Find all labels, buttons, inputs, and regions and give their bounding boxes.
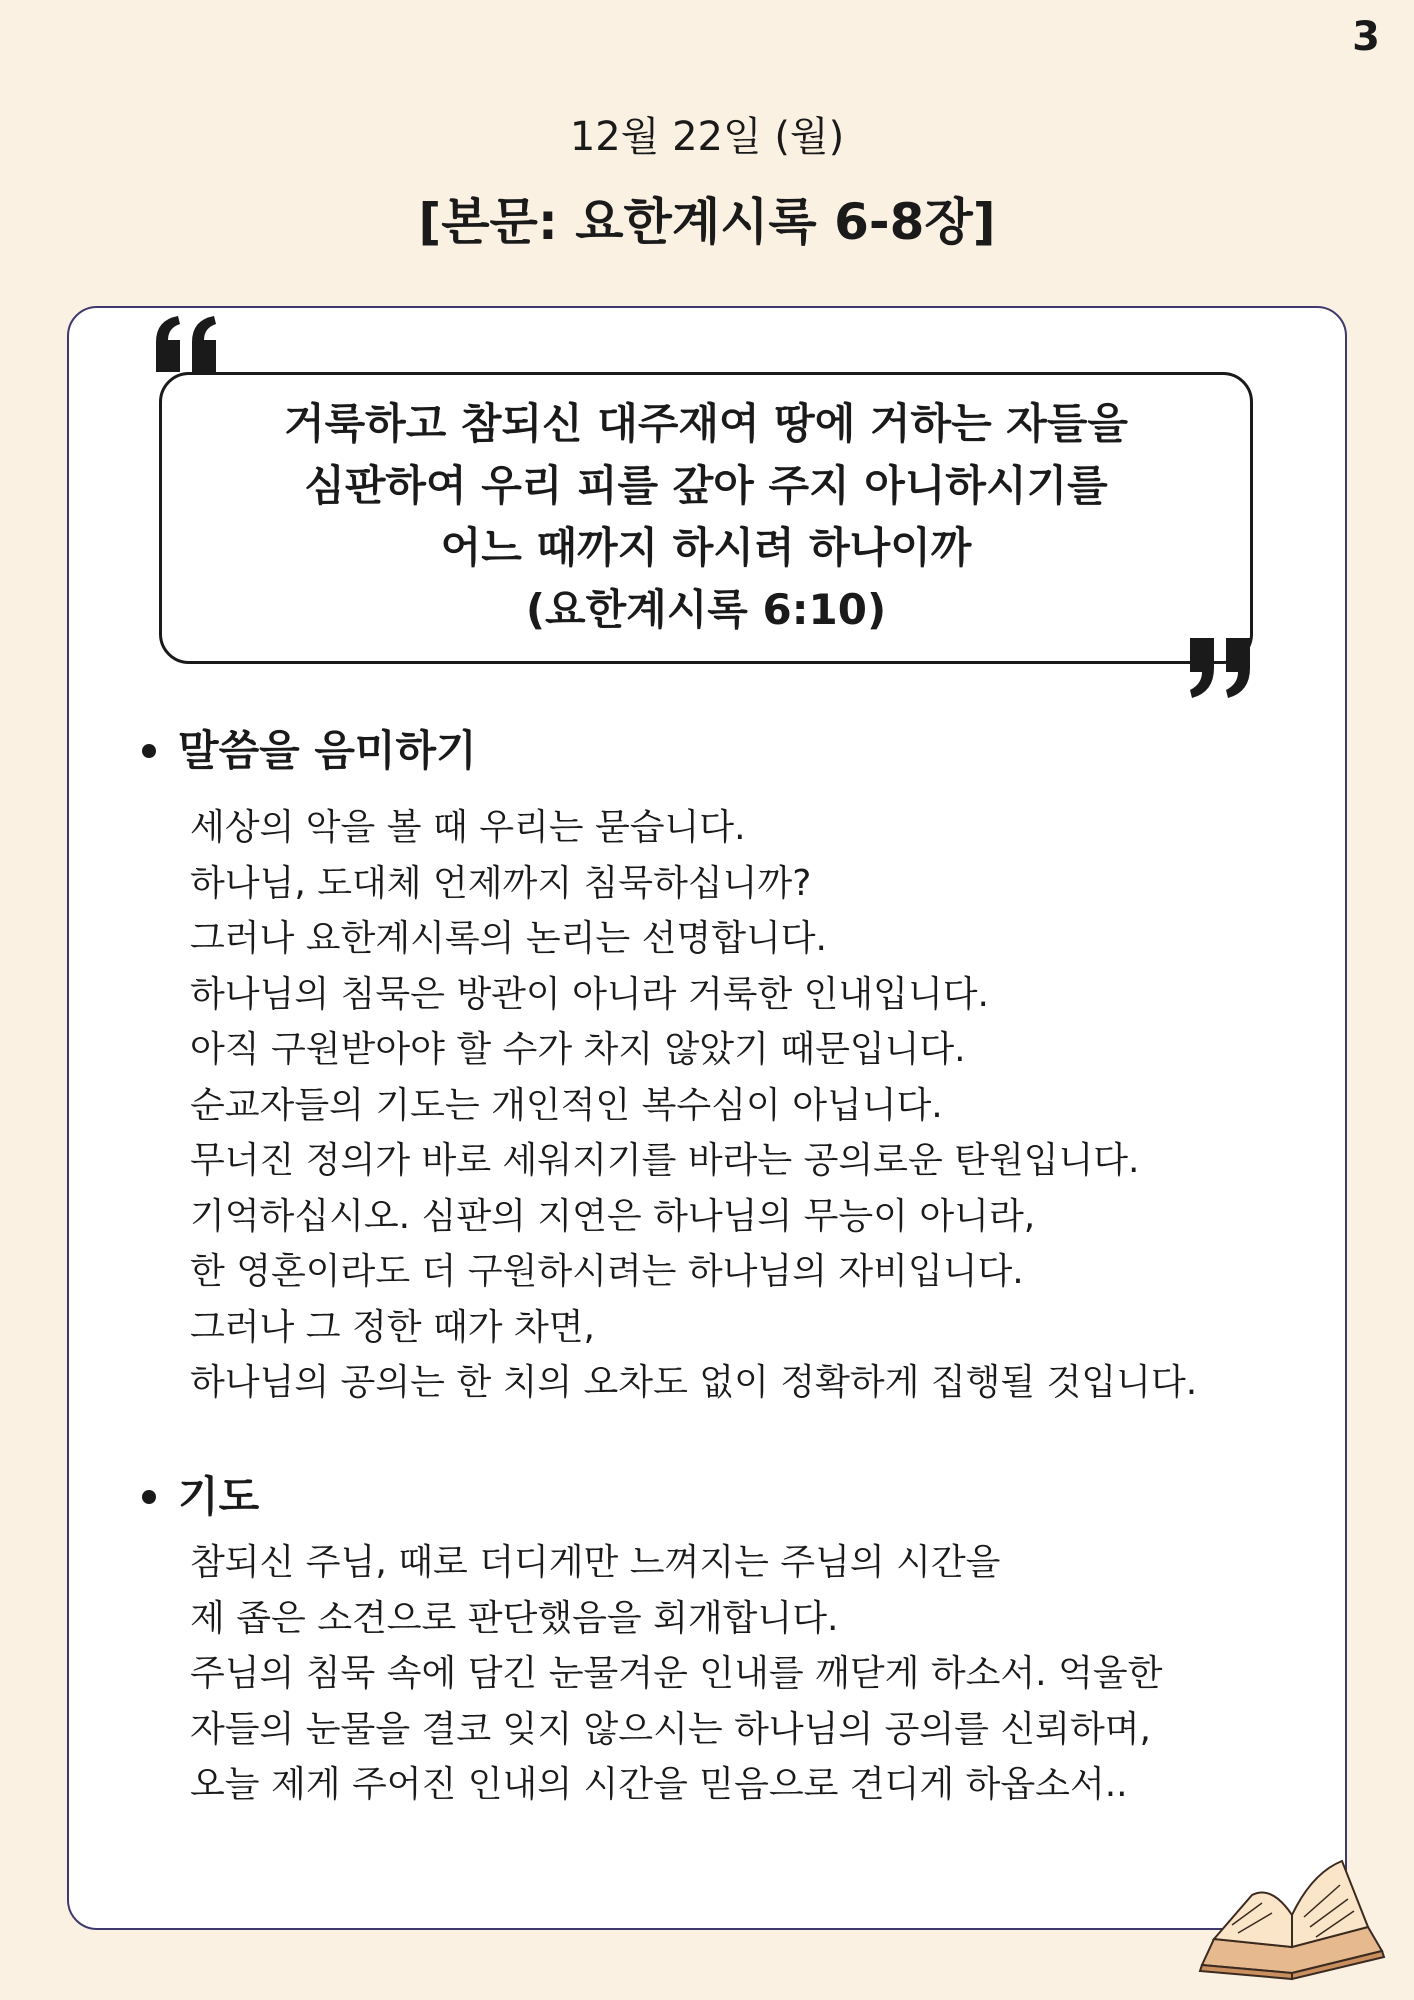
prayer-body (190, 1535, 1162, 1813)
quote-line: 어느 때까지 하시려 하나이까 (440, 523, 972, 572)
prayer-heading (142, 1464, 259, 1524)
meditation-line: 한 영혼이라도 더 구원하시려는 하나님의 자비입니다. (190, 1251, 1024, 1292)
close-quote-icon (1184, 636, 1254, 702)
bullet-dot-icon (142, 744, 156, 758)
meditation-line: 세상의 악을 볼 때 우리는 묻습니다. (190, 807, 746, 848)
meditation-line: 아직 구원받아야 할 수가 차지 않았기 때문입니다. (190, 1029, 966, 1070)
prayer-line: 제 좁은 소견으로 판단했음을 회개합니다. (190, 1597, 839, 1639)
meditation-heading-text: 말씀을 음미하기 (178, 726, 477, 775)
meditation-line: 무너진 정의가 바로 세워지기를 바라는 공의로운 탄원입니다. (190, 1140, 1140, 1181)
open-book-icon (1192, 1855, 1392, 1985)
open-quote-icon (152, 314, 222, 374)
meditation-line: 하나님, 도대체 언제까지 침묵하십니까? (190, 862, 812, 904)
page-title: [본문: 요한계시록 6-8장] (418, 193, 996, 251)
quote-reference: (요한계시록 6:10) (525, 585, 887, 634)
prayer-line: 자들의 눈물을 결코 잊지 않으시는 하나님의 공의를 신뢰하며, (190, 1708, 1151, 1750)
page-number: 3 (1352, 14, 1380, 60)
scripture-quote-box (159, 372, 1253, 664)
meditation-line: 하나님의 침묵은 방관이 아니라 거룩한 인내입니다. (190, 973, 989, 1015)
quote-line: 거룩하고 참되신 대주재여 땅에 거하는 자들을 (284, 399, 1128, 448)
meditation-line: 그러나 요한계시록의 논리는 선명합니다. (190, 918, 827, 959)
prayer-line: 참되신 주님, 때로 더디게만 느껴지는 주님의 시간을 (190, 1542, 1001, 1583)
bullet-dot-icon (142, 1490, 156, 1504)
meditation-body (190, 800, 1197, 1411)
meditation-line: 하나님의 공의는 한 치의 오차도 없이 정확하게 집행될 것입니다. (190, 1362, 1198, 1403)
quote-line: 심판하여 우리 피를 갚아 주지 아니하시기를 (304, 461, 1108, 510)
prayer-line: 주님의 침묵 속에 담긴 눈물겨운 인내를 깨닫게 하소서. 억울한 (190, 1653, 1163, 1694)
meditation-line: 순교자들의 기도는 개인적인 복수심이 아닙니다. (190, 1084, 943, 1126)
prayer-heading-text: 기도 (178, 1472, 260, 1521)
prayer-line: 오늘 제게 주어진 인내의 시간을 믿음으로 견디게 하옵소서.. (190, 1764, 1128, 1805)
meditation-line: 기억하십시오. 심판의 지연은 하나님의 무능이 아니라, (190, 1195, 1036, 1237)
meditation-line: 그러나 그 정한 때가 차면, (190, 1306, 595, 1348)
meditation-heading (142, 718, 477, 778)
date-heading: 12월 22일 (월) (569, 114, 845, 160)
